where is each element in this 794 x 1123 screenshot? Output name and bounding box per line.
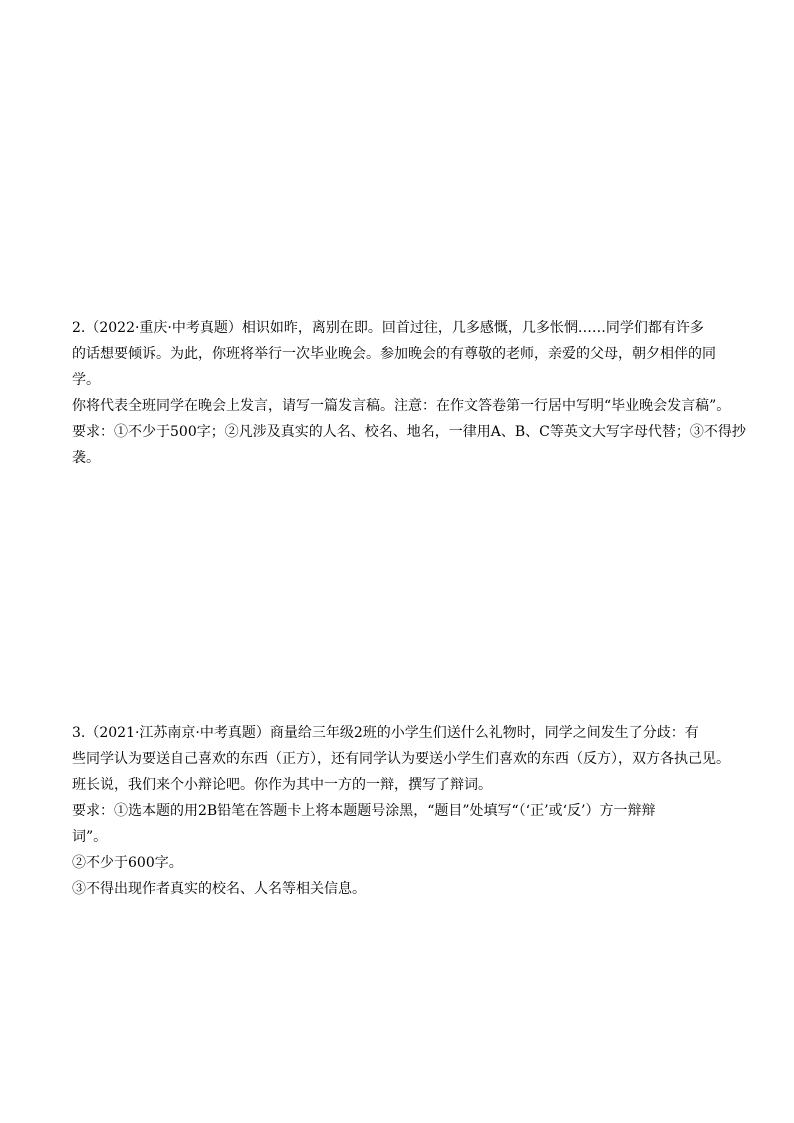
question-3: [72, 720, 732, 902]
question-2-line-1: 2.（2022·重庆·中考真题）相识如昨，离别在即。回首过往，几多感慨，几多怅惘……同学们都有许多: [72, 320, 704, 336]
question-3-line-3: 班长说，我们来个小辩论吧。你作为其中一方的一辩，撰写了辩词。: [72, 777, 492, 793]
question-2-line-2: 的话想要倾诉。为此，你班将举行一次毕业晚会。参加晚会的有尊敬的老师，亲爱的父母，朝夕相伴的同: [72, 346, 716, 362]
question-2-line-3: 学。: [72, 372, 100, 388]
question-2: [72, 315, 746, 471]
question-3-line-5: 词”。: [72, 829, 108, 845]
question-3-line-1: 3.（2021·江苏南京·中考真题）商量给三年级2班的小学生们送什么礼物时，同学之间发生了分歧：有: [72, 725, 699, 741]
question-2-line-6: 袭。: [72, 450, 100, 466]
question-3-line-4: 要求：①选本题的用2B铅笔在答题卡上将本题题号涂黑，“题目”处填写“（‘正’或‘反’）方一辩辩: [72, 803, 656, 819]
question-3-line-6: ②不少于600字。: [72, 855, 183, 871]
question-2-line-5: 要求：①不少于500字；②凡涉及真实的人名、校名、地名，一律用A、B、C等英文大写字母代替；③不得抄: [72, 424, 746, 440]
question-3-line-2: 些同学认为要送自己喜欢的东西（正方），还有同学认为要送小学生们喜欢的东西（反方），双方各执己见。: [72, 751, 730, 767]
question-3-line-7: ③不得出现作者真实的校名、人名等相关信息。: [72, 881, 366, 897]
question-2-line-4: 你将代表全班同学在晚会上发言，请写一篇发言稿。注意：在作文答卷第一行居中写明“毕业晚会发言稿”。: [72, 398, 731, 414]
